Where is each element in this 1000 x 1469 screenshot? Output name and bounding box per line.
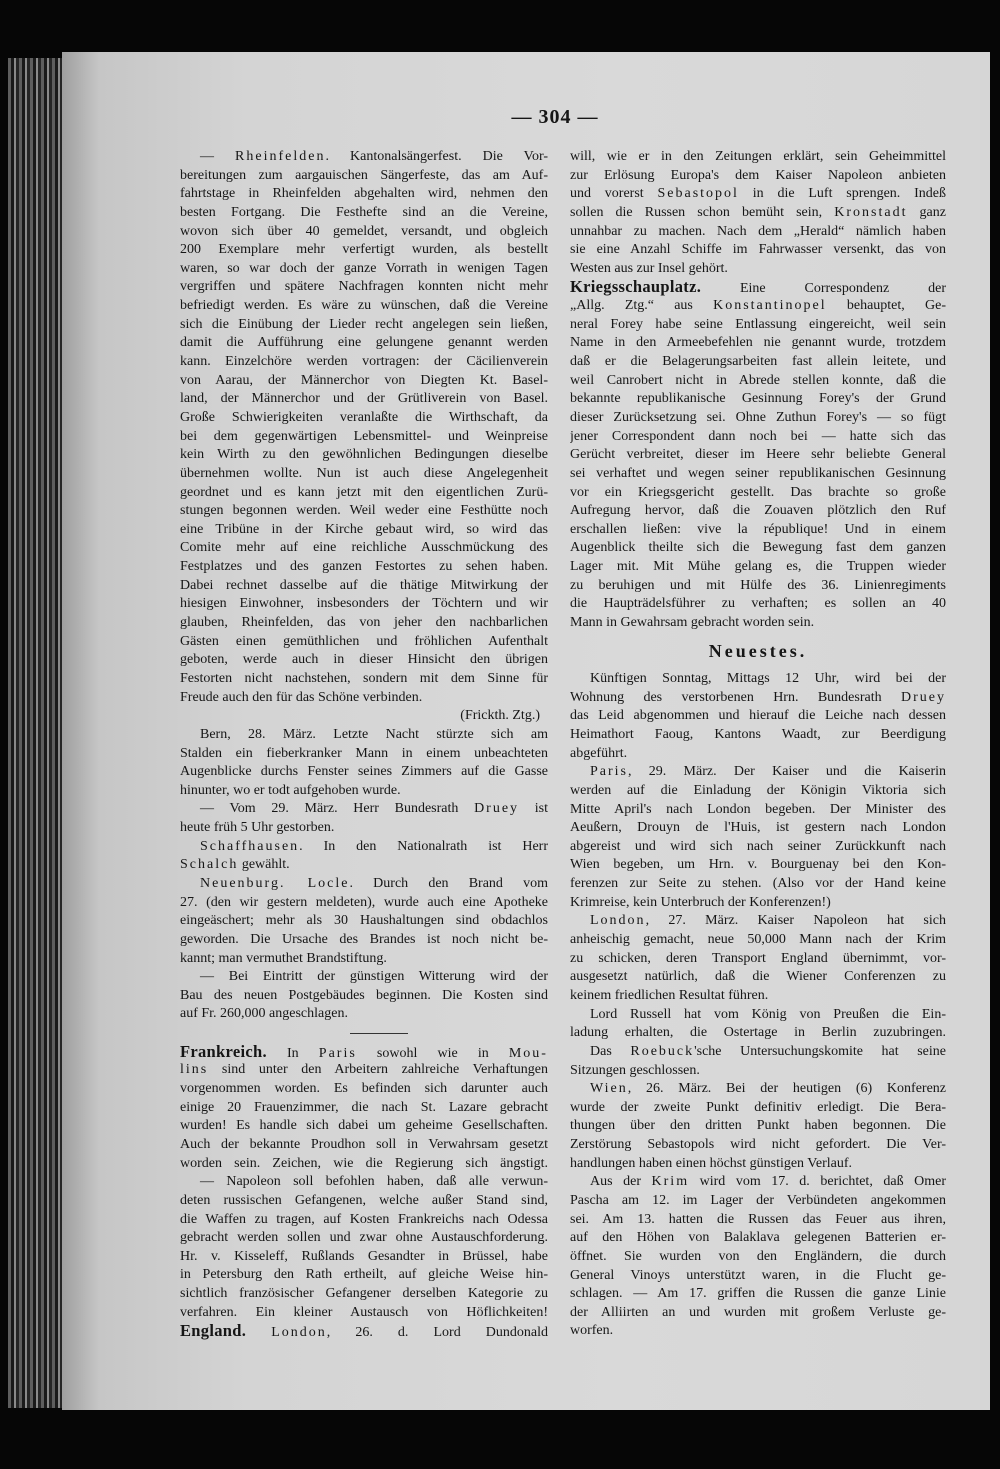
text-line bbox=[570, 763, 946, 782]
section-heading: Frankreich. bbox=[180, 1042, 267, 1061]
text-line bbox=[180, 1043, 548, 1062]
text-line: Gerücht verbreitet, dieser im Heere sehr beliebte General bbox=[570, 447, 946, 463]
text-segment: sollen die Russen schon bemüht sein, bbox=[570, 204, 835, 220]
text-line: Große Schwierigkeiten veranlaßte die Wirthschaft, da bbox=[180, 409, 548, 425]
emphasized-word: Krim bbox=[651, 1174, 690, 1190]
text-line: ladung erhalten, die Ostertage in Berlin zuzubringen. bbox=[570, 1025, 946, 1041]
text-line: daß er die Belagerungsarbeiten fast allein leitete, und bbox=[570, 354, 946, 370]
text-line: sichtlich französischer Gefangener derselben Kategorie zu bbox=[180, 1286, 548, 1302]
text-segment: Wohnung des verstorbenen Hrn. Bundesrath bbox=[570, 689, 901, 705]
text-line: Zerstörung Sebastopols wird nicht gefordert. Die Ver- bbox=[570, 1137, 946, 1153]
text-segment: behauptet, Ge- bbox=[826, 298, 946, 314]
text-line: einige 20 Frauenzimmer, die nach St. Lazare gebracht bbox=[180, 1099, 548, 1115]
text-line: werden auf die Einladung der Königin Viktoria sich bbox=[570, 782, 946, 798]
text-line bbox=[570, 689, 946, 708]
section-heading: England. bbox=[180, 1322, 247, 1341]
text-segment: „Allg. Ztg.“ aus bbox=[570, 298, 714, 314]
text-line: öffnet. Sie wurden von den Engländern, die durch bbox=[570, 1248, 946, 1264]
text-line: Heimathort Faoug, Kantons Waadt, zur Beerdigung bbox=[570, 726, 946, 742]
source-attribution: (Frickth. Ztg.) bbox=[460, 708, 540, 724]
text-segment: , 29. März. Der Kaiser und die Kaiserin bbox=[628, 764, 946, 780]
text-line: 27. (den wir gestern meldeten), wurde auch eine Apotheke bbox=[180, 894, 548, 910]
text-line: — Napoleon soll befohlen haben, daß alle verwun- bbox=[200, 1174, 548, 1190]
text-line: Sitzungen geschlossen. bbox=[570, 1062, 700, 1078]
text-line: vorgenommen worden. Es befinden sich darunter auch bbox=[180, 1081, 548, 1097]
text-line: keinem friedlichen Resultat führen. bbox=[570, 987, 769, 1003]
text-line: eine Tribüne in der Kirche gebaut wird, so wird das bbox=[180, 521, 548, 537]
page-number: — 304 — bbox=[511, 106, 599, 128]
text-line: Comite mehr auf eine reichliche Ausschmückung des bbox=[180, 540, 548, 556]
text-line: deten russischen Gefangenen, welche außer Stand sind, bbox=[180, 1192, 548, 1208]
text-line: eingeäschert; mehr als 30 Haushaltungen sind obdachlos bbox=[180, 913, 548, 929]
text-line: geordnet und es kann jetzt mit den eigentlichen Zurü- bbox=[180, 484, 548, 500]
text-line: wurde der zweite Punkt definitiv erledigt. Die Bera- bbox=[570, 1099, 946, 1115]
text-line: Aufregung hervor, daß die Zouaven plötzlich den Ruf bbox=[570, 503, 946, 519]
text-line: hiesigen Einwohner, insbesonders der Töchtern und wir bbox=[180, 596, 548, 612]
text-line: Bau des neuen Postgebäudes beginnen. Die Kosten sind bbox=[180, 987, 548, 1003]
text-line: vor ein Kriegsgericht gestellt. Das brachte so große bbox=[570, 484, 946, 500]
text-line: neral Forey habe seine Entlassung eingereicht, weil sein bbox=[570, 316, 946, 332]
text-line: dieser Zurücksetzung sei. Ohne Zuthun Forey's — so fügt bbox=[570, 409, 946, 425]
text-line: Augenblick theilte sich die Bewegung fast dem ganzen bbox=[570, 540, 946, 556]
section-heading: Kriegsschauplatz. bbox=[570, 278, 702, 297]
text-line: thungen über den dritten Punkt haben begonnen. Die bbox=[570, 1118, 946, 1134]
text-segment: — Vom 29. März. Herr Bundesrath bbox=[200, 801, 475, 817]
text-line: fahrtstage in Rheinfelden abgehalten wird, nehmen den bbox=[180, 186, 548, 202]
emphasized-word: London bbox=[590, 913, 646, 929]
text-line: der Alliirten an und wurden mit großem Verluste ge- bbox=[570, 1304, 946, 1320]
text-line bbox=[180, 875, 548, 894]
text-line bbox=[180, 1061, 548, 1080]
text-line: schlagen. — Am 17. griffen die Russen die ganze Linie bbox=[570, 1286, 946, 1302]
text-line: bei dem gegenwärtigen Lebensmittel- und Weinpreise bbox=[180, 428, 548, 444]
text-segment: , 27. März. Kaiser Napoleon hat sich bbox=[645, 913, 946, 929]
text-line: sie eine Anzahl Schiffe im Fahrwasser versenkt, das von bbox=[570, 242, 946, 258]
text-line: handlungen haben einen höchst günstigen Verlauf. bbox=[570, 1155, 853, 1171]
text-line: Name in den Armeebefehlen nie genannt wurde, trotzdem bbox=[570, 335, 946, 351]
emphasized-word: Neuenburg. Locle bbox=[200, 875, 350, 891]
text-line: worden sein. Zeichen, wie die Regierung sich ängstigt. bbox=[180, 1155, 548, 1171]
text-line: General Vinoys unterstützt waren, in die Flucht ge- bbox=[570, 1267, 946, 1283]
text-line: unnahbar zu machen. Nach dem „Herald“ nämlich haben bbox=[570, 223, 946, 239]
text-segment: . Kantonalsängerfest. Die Vor- bbox=[325, 149, 548, 164]
text-line bbox=[570, 278, 946, 297]
text-segment: ist bbox=[519, 801, 548, 817]
text-line: sei verhaftet und wegen seiner republikanischen Gesinnung bbox=[570, 465, 946, 481]
text-line: sei. Am 13. hatten die Russen das Feuer aus ihren, bbox=[570, 1211, 946, 1227]
text-segment: gewählt. bbox=[238, 857, 290, 873]
text-line: Mitte April's nach London begeben. Der Minister des bbox=[570, 801, 946, 817]
emphasized-word: Schalch bbox=[180, 857, 239, 873]
text-line: hinunter, wo er todt aufgehoben wurde. bbox=[180, 782, 401, 798]
text-line: Gästen einen gemüthlichen und fröhlichen Aufenthalt bbox=[180, 633, 548, 649]
text-line bbox=[570, 1043, 946, 1062]
text-line: Künftigen Sonntag, Mittags 12 Uhr, wird bei der bbox=[590, 671, 946, 687]
text-line: geworden. Die Ursache des Brandes ist noch nicht be- bbox=[180, 931, 548, 947]
text-line: kein Wirth zu den gewöhnlichen Bedingungen dieselbe bbox=[180, 447, 548, 463]
text-segment: in die Luft sprengen. Indeß bbox=[738, 186, 946, 202]
text-line: Dabei rechnet dasselbe auf die thätige Mitwirkung der bbox=[180, 577, 548, 593]
text-line: wovon sich über 40 gemeldet, versandt, und obgleich bbox=[180, 223, 548, 239]
text-line: abgeführt. bbox=[570, 745, 628, 761]
text-line: worfen. bbox=[570, 1323, 614, 1339]
emphasized-word: Konstantinopel bbox=[713, 298, 827, 314]
text-line bbox=[180, 148, 548, 167]
text-line: Auch der bekannte Proudhon soll in Verwahrsam gesetzt bbox=[180, 1136, 548, 1152]
text-line: Wien begeben, um Hrn. v. Bourguenay bei den Kon- bbox=[570, 857, 946, 873]
text-line: in Petersburg den Rath ertheilt, auf gleiche Weise hin- bbox=[180, 1267, 548, 1283]
text-line: erschallen ließen: vive la république! Und in einem bbox=[570, 521, 946, 537]
text-line: Bern, 28. März. Letzte Nacht stürzte sich am bbox=[200, 726, 548, 742]
text-segment bbox=[246, 1325, 271, 1340]
text-segment: . Durch den Brand vom bbox=[349, 875, 548, 891]
text-line: Festplatzes und des ganzen Festortes zu sehen haben. bbox=[180, 559, 548, 575]
text-line: zur Erlösung Europa's dem Kaiser Napoleon anbieten bbox=[570, 167, 946, 183]
book-binding-edge bbox=[8, 58, 64, 1408]
text-segment: und vorerst bbox=[570, 186, 658, 202]
text-line bbox=[180, 800, 548, 819]
emphasized-word: Roebuck bbox=[630, 1043, 695, 1059]
text-line: waren, so war doch der ganze Vorrath in wenigen Tagen bbox=[180, 260, 548, 276]
text-line bbox=[570, 1080, 946, 1099]
text-line: abgereist und wird sich nach seiner Zurückkunft nach bbox=[570, 838, 946, 854]
text-line: glauben, Rheinfelden, das von jeher den nachbarlichen bbox=[180, 615, 548, 631]
text-line bbox=[570, 204, 946, 223]
emphasized-word: Sebastopol bbox=[657, 186, 739, 202]
text-line: verfahren. Ein kleiner Austausch von Höflichkeiten! bbox=[180, 1304, 548, 1320]
text-line: von Aarau, der Männerchor von Diegten Kt. Basel- bbox=[180, 372, 548, 388]
text-line: damit die Aufführung eine gelungene genannt werden bbox=[180, 335, 548, 351]
text-line: — Bei Eintritt der günstigen Witterung wird der bbox=[200, 969, 548, 985]
text-line: land, der Männerchor und der Grütliverein von Basel. bbox=[180, 391, 548, 407]
text-line: wurden! Es handle sich dabei um geheime Gesellschaften. bbox=[180, 1118, 548, 1134]
text-line: zu beruhigen und mit Hülfe des 36. Linienregiments bbox=[570, 577, 946, 593]
emphasized-word: Paris bbox=[590, 764, 628, 780]
text-segment: sowohl wie in bbox=[356, 1045, 509, 1061]
text-segment: Das bbox=[590, 1043, 631, 1059]
emphasized-word: Wien bbox=[590, 1081, 628, 1097]
text-line: die Haupträdelsführer zu verhaften; es sollen an 40 bbox=[570, 596, 946, 612]
text-line: Hr. v. Kisseleff, Rußlands Gesandter in Brüssel, habe bbox=[180, 1248, 548, 1264]
text-line bbox=[570, 297, 946, 316]
text-line: will, wie er in den Zeitungen erklärt, sein Geheimmittel bbox=[570, 149, 946, 164]
text-line: Lord Russell hat vom König von Preußen die Ein- bbox=[590, 1006, 946, 1022]
emphasized-word: London bbox=[271, 1325, 327, 1341]
text-line: Mann in Gewahrsam gebracht worden sein. bbox=[570, 615, 815, 631]
text-line: auf Fr. 260,000 angeschlagen. bbox=[180, 1006, 348, 1022]
text-segment: — bbox=[200, 149, 236, 164]
text-segment: , 26. März. Bei der heutigen (6) Konferenz bbox=[627, 1081, 946, 1097]
text-line: Westen aus zur Insel gehört. bbox=[570, 260, 728, 276]
text-line: Aeußern, Drouyn de l'Huis, ist gestern nach London bbox=[570, 820, 946, 836]
text-line: gebracht werden sollen und zwar ohne Austauschforderung. bbox=[180, 1230, 548, 1246]
emphasized-word: Rheinfelden bbox=[235, 149, 326, 164]
text-line: besten Fortgang. Die Festhefte sind an die Vereine, bbox=[180, 204, 548, 220]
section-divider bbox=[180, 1024, 548, 1043]
text-segment: In bbox=[266, 1045, 319, 1061]
emphasized-word: Mou- bbox=[508, 1045, 548, 1061]
emphasized-word: Schaffhausen bbox=[200, 838, 300, 854]
text-line: Pascha am 12. im Lager der Verbündeten angekommen bbox=[570, 1192, 946, 1208]
text-segment: . In den Nationalrath ist Herr bbox=[299, 838, 548, 854]
text-line bbox=[180, 1322, 548, 1341]
text-line: 200 Exemplare mehr verfertigt wurden, als bestellt bbox=[180, 242, 548, 258]
text-segment: Aus der bbox=[590, 1174, 652, 1190]
text-line: stungen begonnen werden. Weil weder eine Festhütte noch bbox=[180, 503, 548, 519]
divider-line bbox=[350, 1033, 408, 1034]
text-line: Krimreise, kein Unterbruch der Konferenzen!) bbox=[570, 894, 831, 910]
text-line: bekannte republikanische Gesinnung Forey's der Grund bbox=[570, 391, 946, 407]
text-line: auf den Höhen von Balaklava gelegenen Batterien er- bbox=[570, 1230, 946, 1246]
text-line: kann. Einzelchöre werden vortragen: der Cäcilienverein bbox=[180, 354, 548, 370]
text-line: ferenzen zur Seite zu stehen. (Also vor der Hand keine bbox=[570, 876, 946, 892]
text-segment: wird vom 17. d. berichtet, daß Omer bbox=[689, 1174, 946, 1190]
emphasized-word: Paris bbox=[318, 1045, 357, 1061]
text-line bbox=[180, 838, 548, 857]
text-line: jener Correspondent dann noch bei — hatte sich das bbox=[570, 428, 946, 444]
text-line: Augenblicke durchs Fenster seines Zimmers auf die Gasse bbox=[180, 764, 548, 780]
text-line bbox=[570, 1173, 946, 1192]
text-segment: ganz bbox=[907, 204, 946, 220]
text-line: bereitungen zum aargauischen Sängerfeste, das am Auf- bbox=[180, 167, 548, 183]
text-segment: sind unter den Arbeitern zahlreiche Verhaftungen bbox=[208, 1062, 548, 1078]
text-segment: , 26. d. Lord Dundonald bbox=[326, 1325, 548, 1341]
emphasized-word: Druey bbox=[474, 801, 520, 817]
text-line bbox=[570, 185, 946, 204]
text-line: Festorten nicht nachstehen, sondern mit dem Sinne für bbox=[180, 670, 548, 686]
left-column bbox=[180, 148, 548, 1341]
text-line: kannt; man vermuthet Brandstiftung. bbox=[180, 950, 387, 966]
text-line: die Waffen zu tragen, auf Kosten Frankreichs nach Odessa bbox=[180, 1211, 548, 1227]
text-line: Stalden ein fieberkranker Mann in einem unbeachteten bbox=[180, 745, 548, 761]
text-line: sich die Einübung der Lieder recht angelegen sein ließen, bbox=[180, 316, 548, 332]
text-line: anheischig gemacht, neue 50,000 Mann nach der Krim bbox=[570, 932, 946, 948]
emphasized-word: Druey bbox=[901, 689, 946, 705]
text-line: heute früh 5 Uhr gestorben. bbox=[180, 820, 335, 836]
text-line: zu schicken, deren Transport England übernimmt, vor- bbox=[570, 950, 946, 966]
text-line: geboten, werde auch in dieser Hinsicht den übrigen bbox=[180, 652, 548, 668]
right-column bbox=[570, 148, 946, 1341]
text-line: übernehmen wollte. Nun ist auch diese Angelegenheit bbox=[180, 465, 548, 481]
text-line: ausgesetzt natürlich, daß die Wiener Conferenzen zu bbox=[570, 969, 946, 985]
emphasized-word: lins bbox=[180, 1062, 209, 1078]
text-line bbox=[570, 912, 946, 931]
text-line: Freude auch den für das Schöne verbinden. bbox=[180, 689, 423, 705]
text-line: weil Canrobert nicht in Abrede stellen konnte, daß die bbox=[570, 372, 946, 388]
section-heading-neuestes: Neuestes. bbox=[708, 640, 808, 661]
text-line bbox=[180, 856, 548, 875]
text-line: Lager mit. Mit Mühe gelang es, die Truppen wieder bbox=[570, 559, 946, 575]
text-segment: 'sche Untersuchungskomite hat seine bbox=[694, 1043, 946, 1059]
emphasized-word: Kronstadt bbox=[834, 204, 908, 220]
text-segment: Eine Correspondenz der bbox=[701, 281, 946, 297]
text-line: befriedigt werden. Es wäre zu wünschen, daß die Vereine bbox=[180, 298, 548, 314]
text-line: das Leid abgenommen und hierauf die Leiche nach dessen bbox=[570, 708, 946, 724]
text-line: vergriffen und spätere Nachfragen konnten nicht mehr bbox=[180, 279, 548, 295]
